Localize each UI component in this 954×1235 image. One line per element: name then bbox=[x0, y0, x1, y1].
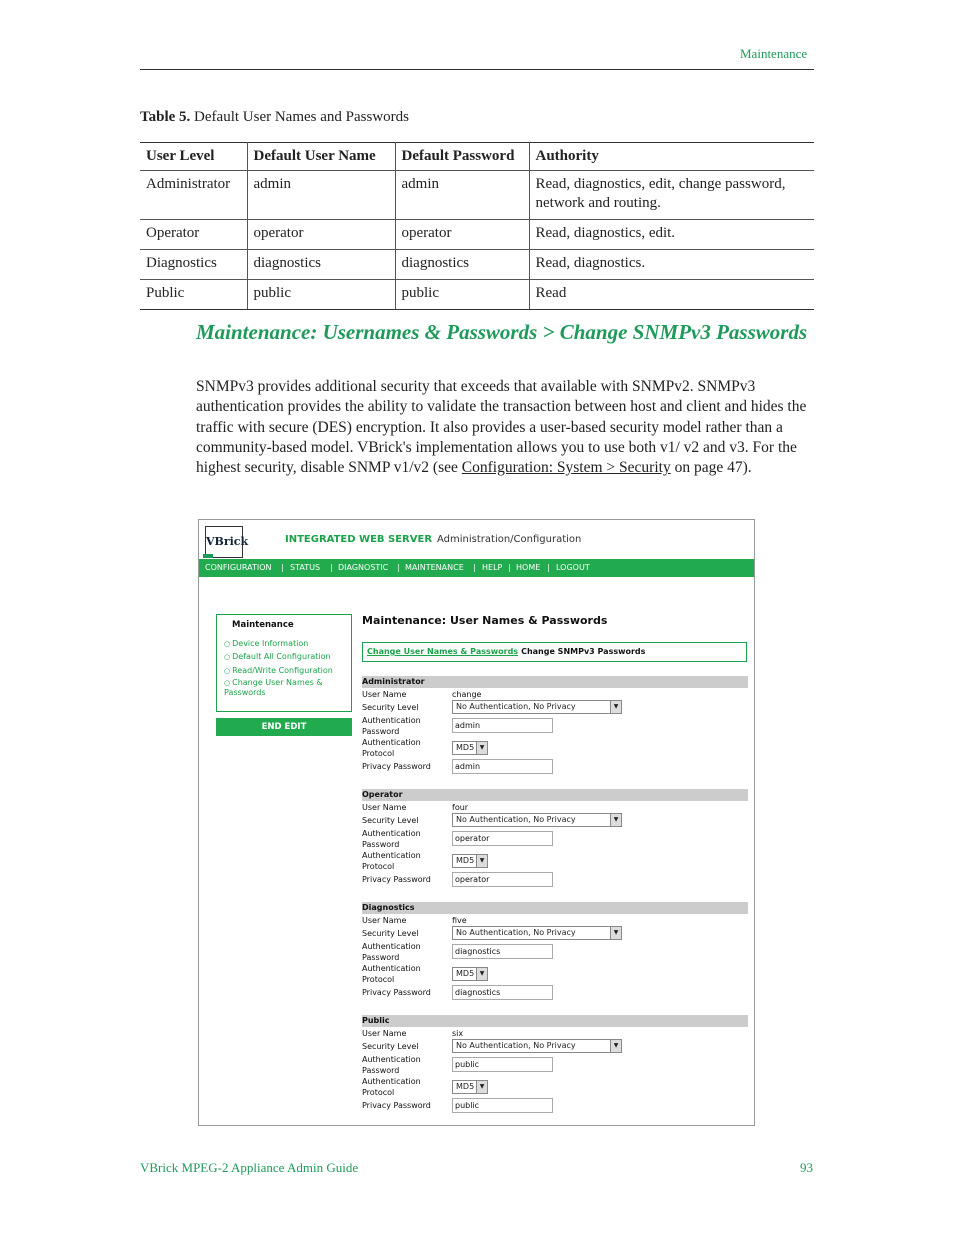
end-edit-button[interactable]: END EDIT bbox=[216, 718, 352, 736]
auth-protocol-select[interactable] bbox=[452, 1080, 488, 1094]
privacy-password-label: Privacy Password bbox=[362, 875, 431, 884]
auth-password-label-2: Password bbox=[362, 727, 400, 736]
auth-protocol-label: Authentication bbox=[362, 851, 421, 860]
security-level-select[interactable] bbox=[452, 1039, 622, 1053]
group-title: Diagnostics bbox=[362, 902, 748, 914]
nav-logout[interactable]: LOGOUT bbox=[556, 563, 590, 572]
user-name-value: four bbox=[452, 803, 469, 812]
table-caption-text: Default User Names and Passwords bbox=[194, 109, 409, 125]
group-public bbox=[362, 1015, 748, 1123]
auth-password-input[interactable]: diagnostics bbox=[452, 944, 553, 959]
table-cell: Operator bbox=[140, 220, 247, 250]
group-title: Operator bbox=[362, 789, 748, 801]
auth-protocol-label: Authentication bbox=[362, 738, 421, 747]
privacy-password-input[interactable]: diagnostics bbox=[452, 985, 553, 1000]
privacy-password-input[interactable]: admin bbox=[452, 759, 553, 774]
auth-protocol-label-2: Protocol bbox=[362, 749, 395, 758]
auth-protocol-select[interactable] bbox=[452, 741, 488, 755]
table-cell: Read bbox=[529, 280, 814, 310]
security-level-select[interactable] bbox=[452, 813, 622, 827]
auth-password-label-2: Password bbox=[362, 1066, 400, 1075]
table-cell: Read, diagnostics, edit, change password, network and routing. bbox=[529, 171, 814, 220]
auth-protocol-value: MD5 bbox=[456, 969, 475, 978]
sidebar-link-default-all-configuration[interactable]: ○ Default All Configuration bbox=[224, 652, 349, 662]
group-title: Public bbox=[362, 1015, 748, 1027]
security-level-label: Security Level bbox=[362, 703, 419, 712]
table-cell: Administrator bbox=[140, 171, 247, 220]
table-cell: operator bbox=[247, 220, 395, 250]
subpage-breadcrumb bbox=[362, 642, 747, 662]
privacy-password-input[interactable]: operator bbox=[452, 872, 553, 887]
sidebar-link-change-user-names[interactable]: ○ Change User Names & Passwords bbox=[224, 678, 349, 698]
table-cell: public bbox=[395, 280, 529, 310]
nav-maintenance[interactable]: MAINTENANCE bbox=[405, 563, 464, 572]
section-heading: Maintenance: Usernames & Passwords > Change SNMPv3 Passwords bbox=[196, 320, 808, 344]
security-level-select[interactable] bbox=[452, 926, 622, 940]
maintenance-sidebar bbox=[216, 614, 352, 712]
change-user-names-link[interactable]: Change User Names & Passwords bbox=[367, 647, 519, 656]
dropdown-arrow-icon: ▼ bbox=[476, 1081, 487, 1093]
top-nav-bar bbox=[199, 559, 754, 577]
auth-protocol-label: Authentication bbox=[362, 964, 421, 973]
paragraph-text: SNMPv3 provides additional security that exceeds that available with SNMPv2. SNMPv3 authentication provides the ability to validate the transaction between host and client and hides the traffic with secure (DES) encryption. It also provides a user-based security model rather than a community-based model. VBrick's implementation allows you to use both v1/ v2 and v3. For the highest security, disable SNMP v1/v2 (see bbox=[196, 378, 807, 477]
table-cell: diagnostics bbox=[247, 250, 395, 280]
auth-protocol-value: MD5 bbox=[456, 743, 475, 752]
table-cell: Read, diagnostics. bbox=[529, 250, 814, 280]
table-row bbox=[140, 220, 814, 250]
footer-guide-title: VBrick MPEG-2 Appliance Admin Guide bbox=[140, 1160, 359, 1175]
nav-separator: | bbox=[330, 563, 333, 572]
security-level-value: No Authentication, No Privacy bbox=[456, 702, 576, 711]
user-name-label: User Name bbox=[362, 690, 407, 699]
body-paragraph bbox=[196, 377, 814, 478]
security-config-link[interactable]: Configuration: System > Security bbox=[461, 459, 671, 477]
auth-protocol-label-2: Protocol bbox=[362, 862, 395, 871]
column-header: Authority bbox=[529, 143, 814, 171]
vbrick-logo: VBrick bbox=[205, 526, 243, 558]
column-header: User Level bbox=[140, 143, 247, 171]
dropdown-arrow-icon: ▼ bbox=[610, 927, 621, 939]
dropdown-arrow-icon: ▼ bbox=[610, 814, 621, 826]
table-cell: Read, diagnostics, edit. bbox=[529, 220, 814, 250]
column-header: Default User Name bbox=[247, 143, 395, 171]
security-level-value: No Authentication, No Privacy bbox=[456, 815, 576, 824]
table-caption-label: Table 5. bbox=[140, 109, 191, 125]
nav-status[interactable]: STATUS bbox=[290, 563, 321, 572]
table-row bbox=[140, 280, 814, 310]
table-cell: admin bbox=[395, 171, 529, 220]
nav-separator: | bbox=[397, 563, 400, 572]
security-level-value: No Authentication, No Privacy bbox=[456, 1041, 576, 1050]
dropdown-arrow-icon: ▼ bbox=[476, 742, 487, 754]
user-name-value: six bbox=[452, 1029, 464, 1038]
dropdown-arrow-icon: ▼ bbox=[610, 701, 621, 713]
table-cell: Public bbox=[140, 280, 247, 310]
privacy-password-label: Privacy Password bbox=[362, 762, 431, 771]
privacy-password-label: Privacy Password bbox=[362, 988, 431, 997]
server-title: INTEGRATED WEB SERVER bbox=[285, 534, 433, 545]
user-name-value: change bbox=[452, 690, 482, 699]
group-operator bbox=[362, 789, 748, 897]
nav-home[interactable]: HOME bbox=[516, 563, 541, 572]
auth-password-input[interactable]: operator bbox=[452, 831, 553, 846]
auth-protocol-select[interactable] bbox=[452, 967, 488, 981]
auth-protocol-label-2: Protocol bbox=[362, 1088, 395, 1097]
security-level-value: No Authentication, No Privacy bbox=[456, 928, 576, 937]
group-diagnostics bbox=[362, 902, 748, 1010]
auth-protocol-value: MD5 bbox=[456, 1082, 475, 1091]
nav-separator: | bbox=[473, 563, 476, 572]
page-number: 93 bbox=[800, 1160, 813, 1175]
group-administrator bbox=[362, 676, 748, 784]
nav-separator: | bbox=[508, 563, 511, 572]
sidebar-link-read-write-configuration[interactable]: ○ Read/Write Configuration bbox=[224, 666, 349, 676]
nav-configuration[interactable]: CONFIGURATION bbox=[205, 563, 272, 572]
privacy-password-input[interactable]: public bbox=[452, 1098, 553, 1113]
nav-diagnostic[interactable]: DIAGNOSTIC bbox=[338, 563, 389, 572]
table-caption bbox=[140, 109, 409, 126]
running-header: Maintenance bbox=[740, 46, 808, 61]
column-header: Default Password bbox=[395, 143, 529, 171]
nav-separator: | bbox=[547, 563, 550, 572]
logo-accent bbox=[203, 554, 213, 558]
auth-protocol-label: Authentication bbox=[362, 1077, 421, 1086]
auth-protocol-select[interactable] bbox=[452, 854, 488, 868]
auth-password-label: Authentication bbox=[362, 1055, 421, 1064]
auth-protocol-value: MD5 bbox=[456, 856, 475, 865]
table-cell: Diagnostics bbox=[140, 250, 247, 280]
auth-password-input[interactable]: public bbox=[452, 1057, 553, 1072]
user-name-label: User Name bbox=[362, 1029, 407, 1038]
privacy-password-label: Privacy Password bbox=[362, 1101, 431, 1110]
auth-protocol-label-2: Protocol bbox=[362, 975, 395, 984]
group-title: Administrator bbox=[362, 676, 748, 688]
auth-password-label-2: Password bbox=[362, 840, 400, 849]
auth-password-label: Authentication bbox=[362, 716, 421, 725]
security-level-label: Security Level bbox=[362, 1042, 419, 1051]
web-server-screenshot bbox=[198, 519, 755, 1126]
paragraph-text-end: on page 47). bbox=[670, 459, 752, 477]
table-header-row bbox=[140, 143, 814, 171]
user-name-label: User Name bbox=[362, 916, 407, 925]
user-name-value: five bbox=[452, 916, 467, 925]
dropdown-arrow-icon: ▼ bbox=[476, 855, 487, 867]
server-subtitle: Administration/Configuration bbox=[437, 534, 582, 545]
table-row bbox=[140, 171, 814, 220]
auth-password-label-2: Password bbox=[362, 953, 400, 962]
security-level-label: Security Level bbox=[362, 816, 419, 825]
security-level-select[interactable] bbox=[452, 700, 622, 714]
table-row bbox=[140, 250, 814, 280]
current-subpage: Change SNMPv3 Passwords bbox=[521, 647, 646, 656]
table-cell: operator bbox=[395, 220, 529, 250]
sidebar-title: Maintenance bbox=[232, 620, 294, 630]
table-cell: diagnostics bbox=[395, 250, 529, 280]
form-title: Maintenance: User Names & Passwords bbox=[362, 614, 608, 627]
dropdown-arrow-icon: ▼ bbox=[476, 968, 487, 980]
auth-password-label: Authentication bbox=[362, 829, 421, 838]
dropdown-arrow-icon: ▼ bbox=[610, 1040, 621, 1052]
nav-help[interactable]: HELP bbox=[482, 563, 503, 572]
auth-password-label: Authentication bbox=[362, 942, 421, 951]
header-rule bbox=[140, 69, 814, 70]
default-users-table bbox=[140, 142, 814, 310]
table-cell: admin bbox=[247, 171, 395, 220]
sidebar-link-device-information[interactable]: ○ Device Information bbox=[224, 639, 349, 649]
auth-password-input[interactable]: admin bbox=[452, 718, 553, 733]
user-name-label: User Name bbox=[362, 803, 407, 812]
security-level-label: Security Level bbox=[362, 929, 419, 938]
table-cell: public bbox=[247, 280, 395, 310]
nav-separator: | bbox=[281, 563, 284, 572]
